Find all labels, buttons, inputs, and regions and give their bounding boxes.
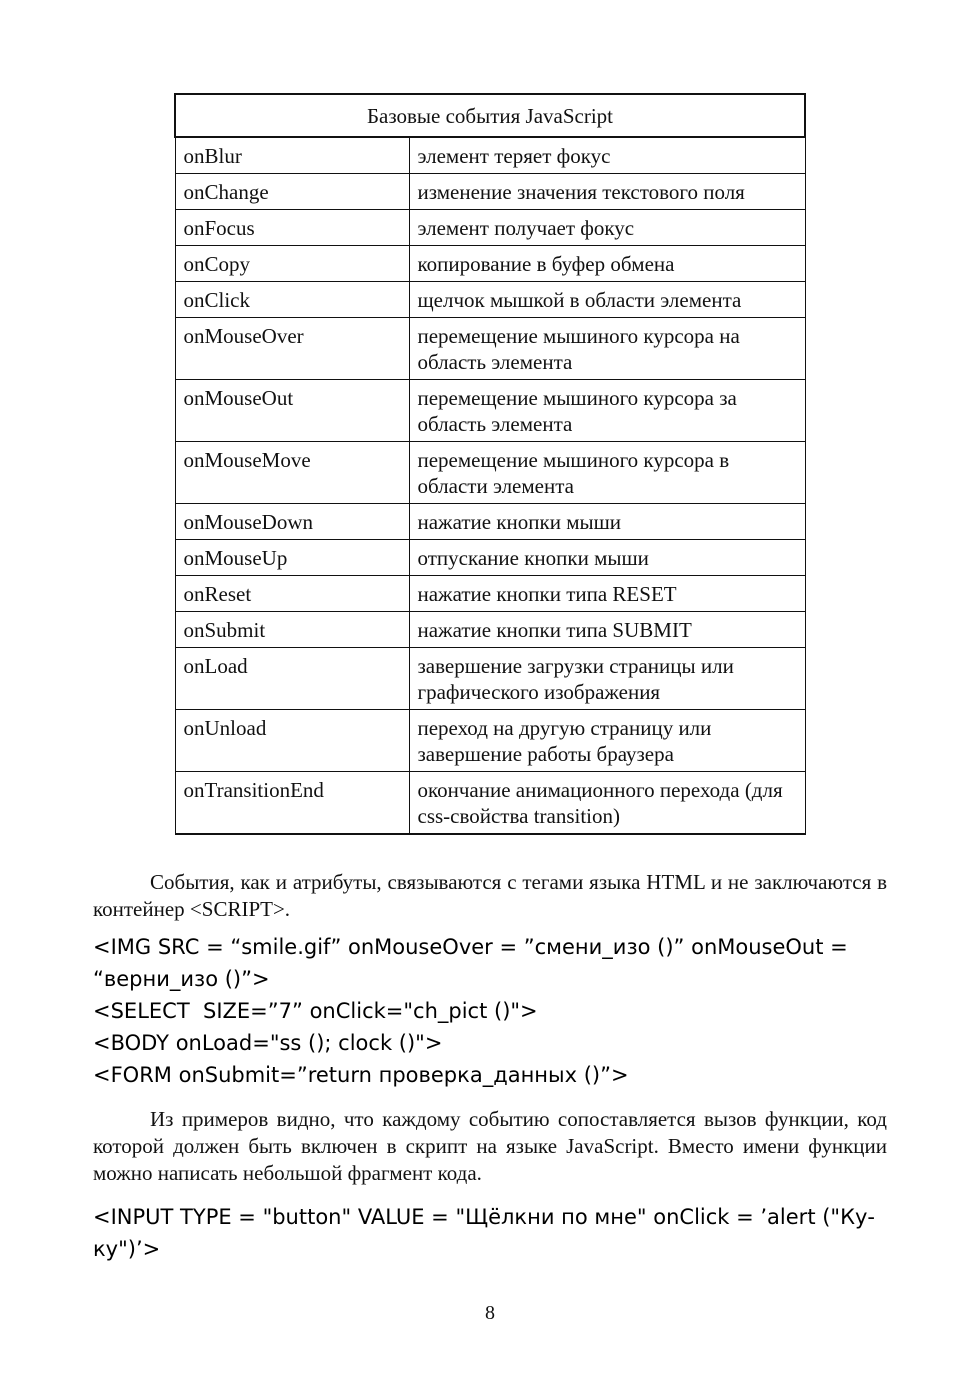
code-line: ку")’>: [93, 1237, 161, 1261]
table-title: Базовые события JavaScript: [175, 94, 805, 137]
event-description-cell: изменение значения текстового поля: [409, 174, 805, 210]
event-name-cell: onUnload: [175, 710, 409, 772]
table-row: [175, 612, 805, 648]
table-row: [175, 174, 805, 210]
event-description-cell: переход на другую страницу или завершение работы браузера: [409, 710, 805, 772]
event-name-cell: onCopy: [175, 246, 409, 282]
event-description-cell: отпускание кнопки мыши: [409, 540, 805, 576]
page-number: 8: [485, 1302, 495, 1324]
event-description-cell: нажатие кнопки типа RESET: [409, 576, 805, 612]
table-row: [175, 442, 805, 504]
events-table: [174, 93, 806, 835]
event-name-cell: onFocus: [175, 210, 409, 246]
event-name-cell: onMouseMove: [175, 442, 409, 504]
table-row: [175, 318, 805, 380]
event-description-cell: перемещение мышиного курсора за область элемента: [409, 380, 805, 442]
code-line: <INPUT TYPE = "button" VALUE = "Щёлкни по мне" onClick = ’alert ("Ку-: [93, 1205, 875, 1229]
code-input-example: [93, 1201, 893, 1265]
event-description-cell: нажатие кнопки типа SUBMIT: [409, 612, 805, 648]
event-description-cell: завершение загрузки страницы или графического изображения: [409, 648, 805, 710]
paragraph-function-call: Из примеров видно, что каждому событию сопоставляется вызов функции, код которой должен быть включен в скрипт на языке JavaScript. Вместо имени функции можно написать небольшой фрагмент кода.: [93, 1107, 887, 1185]
event-description-cell: нажатие кнопки мыши: [409, 504, 805, 540]
event-name-cell: onLoad: [175, 648, 409, 710]
table-row: [175, 540, 805, 576]
code-line: <IMG SRC = “smile.gif” onMouseOver = ”смени_изо ()” onMouseOut =: [93, 935, 848, 959]
table-row: [175, 648, 805, 710]
event-name-cell: onChange: [175, 174, 409, 210]
table-row: [175, 246, 805, 282]
code-line: <BODY onLoad="ss (); clock ()">: [93, 1031, 443, 1055]
event-name-cell: onTransitionEnd: [175, 772, 409, 835]
table-row: [175, 504, 805, 540]
table-row: [175, 282, 805, 318]
table-body: [175, 137, 805, 834]
event-name-cell: onClick: [175, 282, 409, 318]
table-row: [175, 772, 805, 835]
event-description-cell: щелчок мышкой в области элемента: [409, 282, 805, 318]
code-line: <SELECT SIZE=”7” onClick="ch_pict ()">: [93, 999, 538, 1023]
table-row: [175, 710, 805, 772]
paragraph-events-binding: События, как и атрибуты, связываются с тегами языка HTML и не заключаются в контейнер <SCRIPT>.: [93, 870, 887, 921]
event-name-cell: onMouseUp: [175, 540, 409, 576]
code-line: <FORM onSubmit=”return проверка_данных ()”>: [93, 1063, 629, 1087]
event-description-cell: перемещение мышиного курсора в области элемента: [409, 442, 805, 504]
table-row: [175, 137, 805, 174]
event-description-cell: копирование в буфер обмена: [409, 246, 805, 282]
event-description-cell: окончание анимационного перехода (для css-свойства transition): [409, 772, 805, 835]
event-description-cell: элемент получает фокус: [409, 210, 805, 246]
event-name-cell: onBlur: [175, 137, 409, 174]
code-line: “верни_изо ()”>: [93, 967, 270, 991]
event-description-cell: элемент теряет фокус: [409, 137, 805, 174]
event-name-cell: onMouseOut: [175, 380, 409, 442]
table-row: [175, 210, 805, 246]
event-name-cell: onReset: [175, 576, 409, 612]
code-examples-block: [93, 931, 893, 1091]
table-header-row: [175, 94, 805, 137]
table-row: [175, 380, 805, 442]
table-row: [175, 576, 805, 612]
event-name-cell: onMouseOver: [175, 318, 409, 380]
event-description-cell: перемещение мышиного курсора на область элемента: [409, 318, 805, 380]
event-name-cell: onMouseDown: [175, 504, 409, 540]
event-name-cell: onSubmit: [175, 612, 409, 648]
